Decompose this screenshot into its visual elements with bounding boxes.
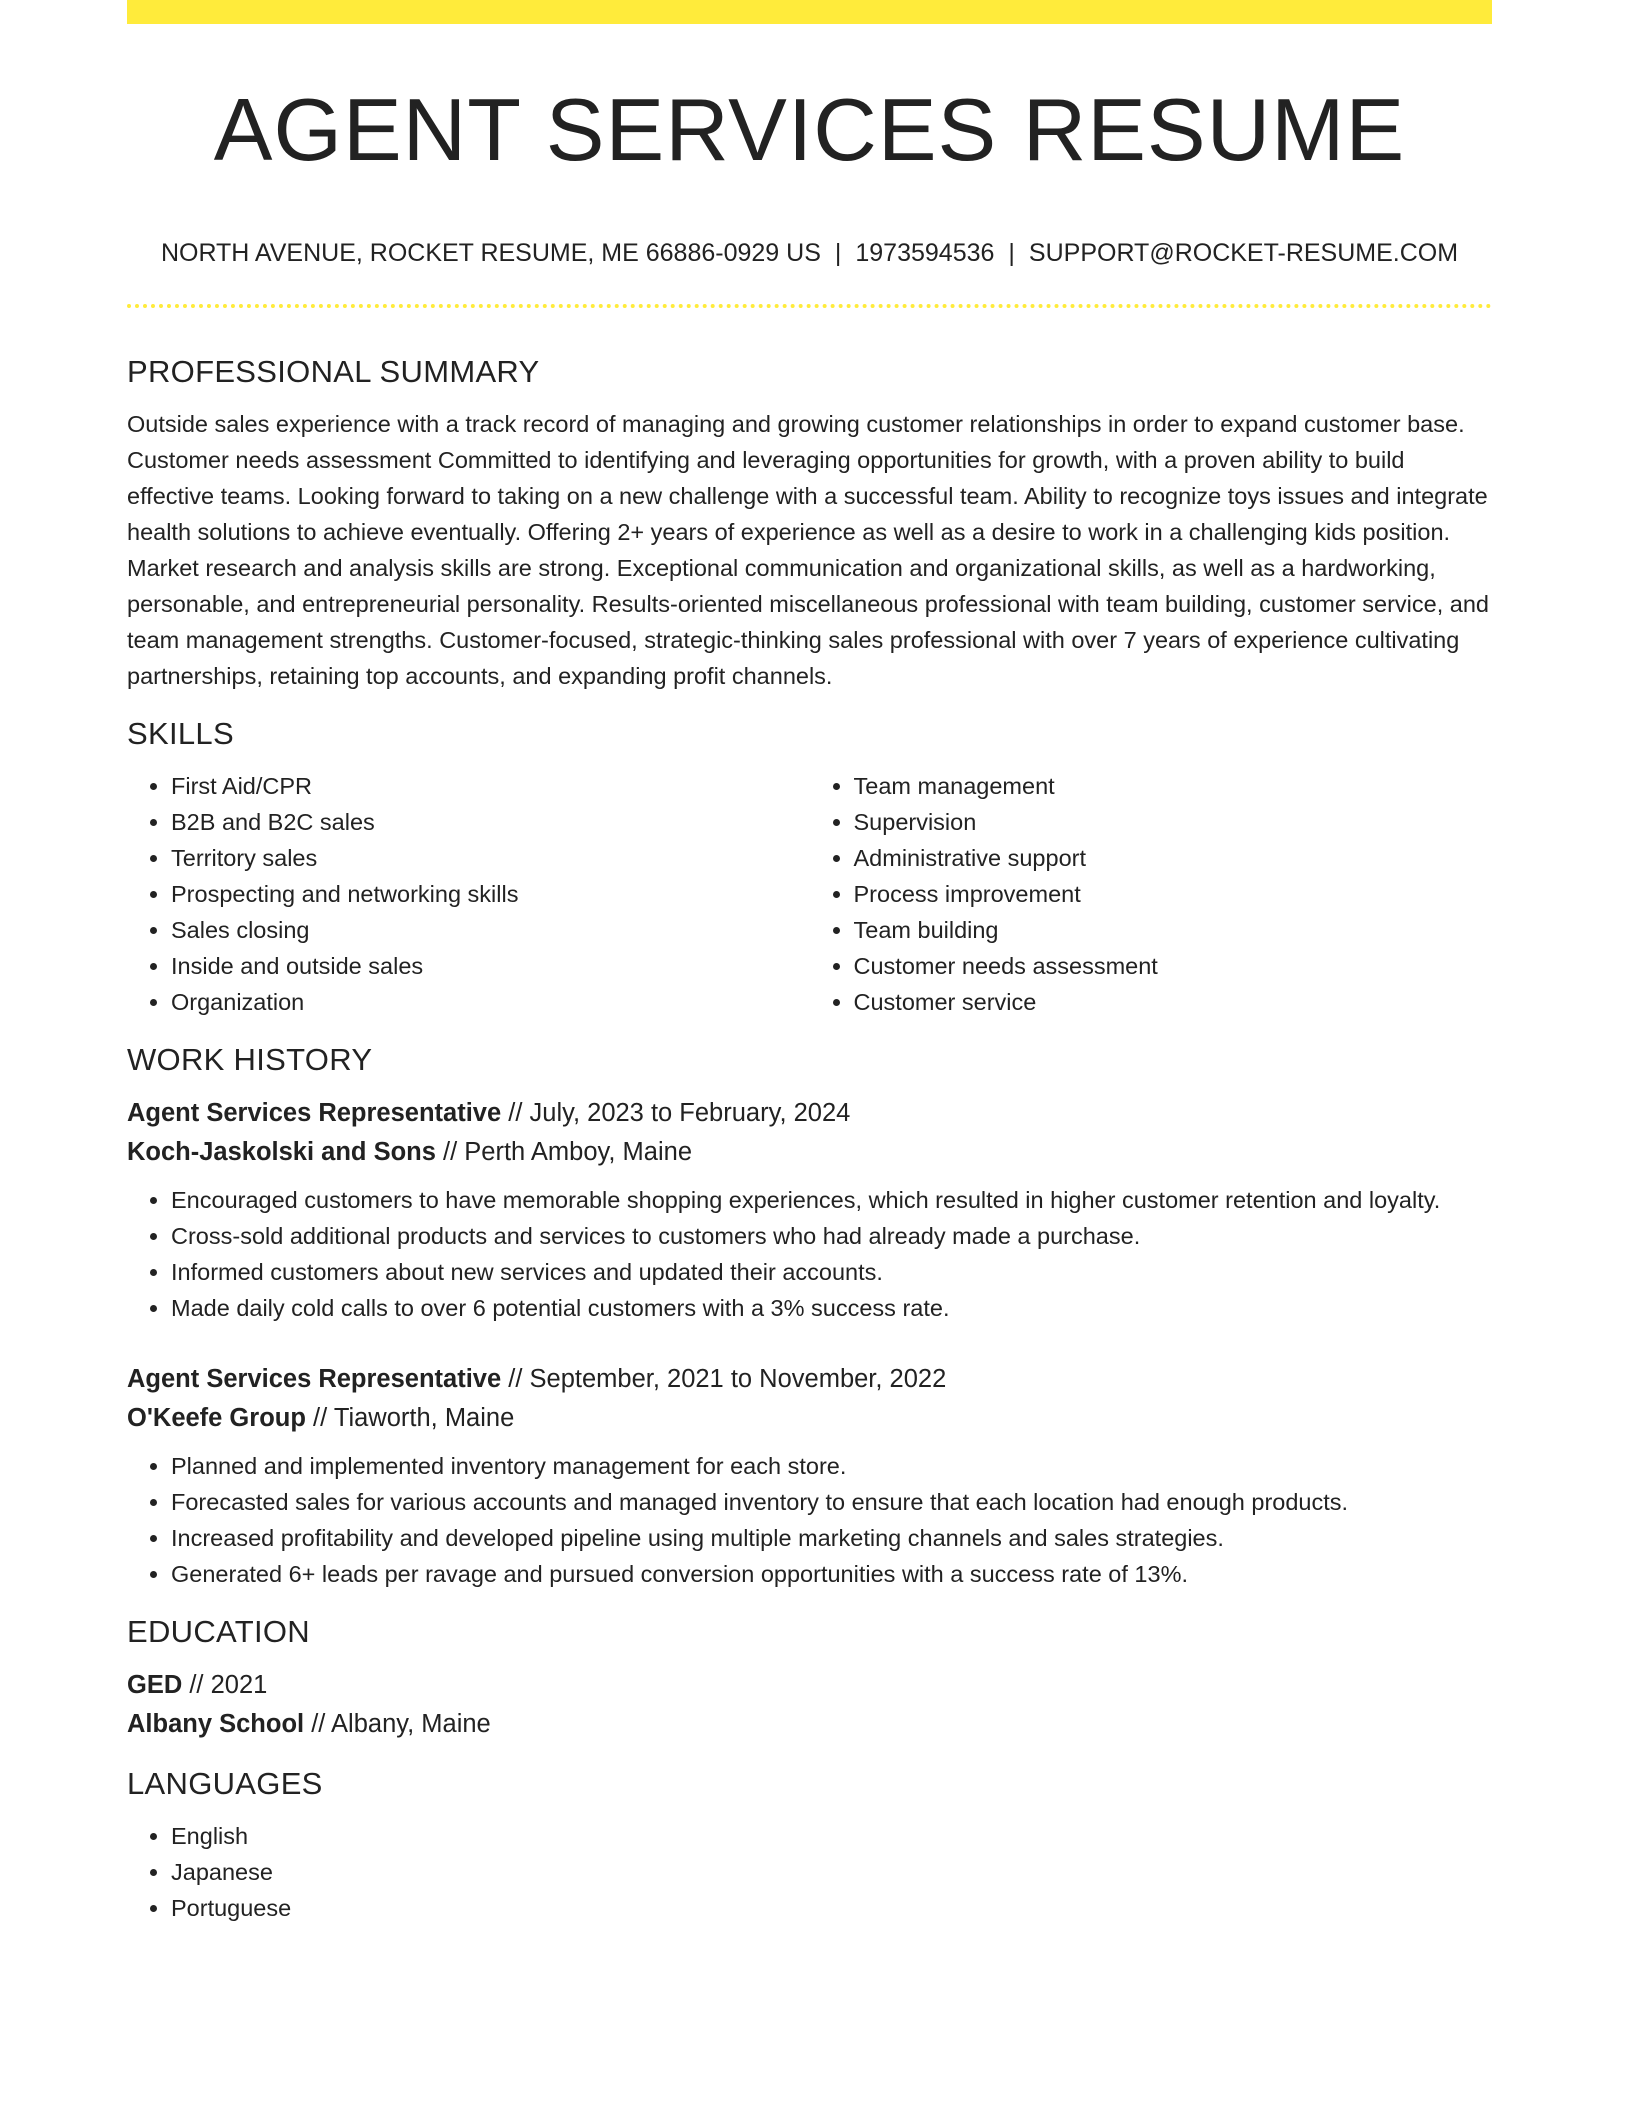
section-heading-summary: PROFESSIONAL SUMMARY bbox=[127, 354, 540, 389]
skill-item: • Territory sales bbox=[171, 840, 810, 876]
language-item: • English bbox=[171, 1818, 1492, 1854]
skill-item: • First Aid/CPR bbox=[171, 768, 810, 804]
dotted-divider bbox=[127, 304, 1492, 308]
contact-email: SUPPORT@ROCKET-RESUME.COM bbox=[1028, 239, 1459, 267]
contact-phone: 1973594536 bbox=[855, 239, 995, 267]
section-heading-languages: LANGUAGES bbox=[127, 1766, 323, 1801]
language-item: • Japanese bbox=[171, 1854, 1492, 1890]
job-bullets bbox=[127, 1448, 1492, 1592]
section-heading-work-history: WORK HISTORY bbox=[127, 1042, 373, 1077]
job-bullet: • Forecasted sales for various accounts and managed inventory to ensure that each location had enough products. bbox=[171, 1484, 1492, 1520]
job-entry bbox=[127, 1360, 1492, 1592]
skills-columns bbox=[127, 768, 1492, 1020]
education-school: Albany School bbox=[127, 1710, 305, 1738]
skill-item: • Process improvement bbox=[854, 876, 1493, 912]
contact-separator: | bbox=[834, 239, 842, 267]
education-year: // 2021 bbox=[182, 1671, 268, 1699]
job-bullet: • Encouraged customers to have memorable shopping experiences, which resulted in higher customer retention and loyalty. bbox=[171, 1182, 1492, 1218]
job-location: // Tiaworth, Maine bbox=[305, 1404, 515, 1432]
job-company: O'Keefe Group bbox=[127, 1404, 306, 1432]
skill-item: • B2B and B2C sales bbox=[171, 804, 810, 840]
resume-body bbox=[127, 350, 1492, 1926]
contact-line bbox=[127, 236, 1492, 270]
skill-item: • Sales closing bbox=[171, 912, 810, 948]
work-history-section bbox=[127, 1038, 1492, 1592]
skills-list-right bbox=[810, 768, 1493, 1020]
skill-item: • Team building bbox=[854, 912, 1493, 948]
job-bullet: • Planned and implemented inventory management for each store. bbox=[171, 1448, 1492, 1484]
skill-item: • Supervision bbox=[854, 804, 1493, 840]
job-bullet: • Informed customers about new services and updated their accounts. bbox=[171, 1254, 1492, 1290]
skills-section bbox=[127, 712, 1492, 1020]
contact-separator: | bbox=[1008, 239, 1015, 267]
education-degree-line bbox=[127, 1666, 1492, 1705]
skill-item: • Inside and outside sales bbox=[171, 948, 810, 984]
job-title: Agent Services Representative bbox=[127, 1365, 502, 1393]
skill-item: • Prospecting and networking skills bbox=[171, 876, 810, 912]
section-heading-education: EDUCATION bbox=[127, 1614, 310, 1649]
language-item: • Portuguese bbox=[171, 1890, 1492, 1926]
education-school-line bbox=[127, 1705, 1492, 1744]
job-bullets bbox=[127, 1182, 1492, 1326]
job-dates: // September, 2021 to November, 2022 bbox=[501, 1365, 947, 1393]
section-heading-skills: SKILLS bbox=[127, 716, 234, 751]
job-bullet: • Generated 6+ leads per ravage and pursued conversion opportunities with a success rate of 13%. bbox=[171, 1556, 1492, 1592]
education-degree: GED bbox=[127, 1671, 183, 1699]
job-bullet: • Cross-sold additional products and services to customers who had already made a purchase. bbox=[171, 1218, 1492, 1254]
job-bullet: • Increased profitability and developed pipeline using multiple marketing channels and sales strategies. bbox=[171, 1520, 1492, 1556]
resume-title: AGENT SERVICES RESUME bbox=[213, 80, 1406, 179]
job-company-line bbox=[127, 1399, 1492, 1438]
contact-address: NORTH AVENUE, ROCKET RESUME, ME 66886-0929 US bbox=[160, 239, 821, 267]
job-title-line bbox=[127, 1360, 1492, 1399]
skill-item: • Organization bbox=[171, 984, 810, 1020]
skill-item: • Administrative support bbox=[854, 840, 1493, 876]
job-company-line bbox=[127, 1133, 1492, 1172]
job-bullet: • Made daily cold calls to over 6 potential customers with a 3% success rate. bbox=[171, 1290, 1492, 1326]
skill-item: • Team management bbox=[854, 768, 1493, 804]
education-entry bbox=[127, 1666, 1492, 1744]
job-location: // Perth Amboy, Maine bbox=[435, 1138, 692, 1166]
accent-top-bar bbox=[127, 0, 1492, 24]
skill-item: • Customer needs assessment bbox=[854, 948, 1493, 984]
skill-item: • Customer service bbox=[854, 984, 1493, 1020]
summary-section bbox=[127, 350, 1492, 694]
languages-list bbox=[127, 1818, 1492, 1926]
languages-section bbox=[127, 1762, 1492, 1926]
job-entry bbox=[127, 1094, 1492, 1326]
job-title: Agent Services Representative bbox=[127, 1099, 502, 1127]
education-section bbox=[127, 1610, 1492, 1744]
summary-text: Outside sales experience with a track record of managing and growing customer relationships in order to expand customer base. Customer needs assessment Committed to identifying and leveraging opportunities for growth, with a proven ability to build effective teams. Looking forward to taking on a new challenge with a successful team. Ability to recognize toys issues and integrate health solutions to achieve eventually. Offering 2+ years of experience as well as a desire to work in a challenging kids position. Market research and analysis skills are strong. Exceptional communication and organizational skills, as well as a hardworking, personable, and entrepreneurial personality. Results-oriented miscellaneous professional with team building, customer service, and team management strengths. Customer-focused, strategic-thinking sales professional with over 7 years of experience cultivating partnerships, retaining top accounts, and expanding profit channels. bbox=[127, 411, 1489, 689]
job-dates: // July, 2023 to February, 2024 bbox=[501, 1099, 851, 1127]
skills-list-left bbox=[127, 768, 810, 1020]
job-company: Koch-Jaskolski and Sons bbox=[127, 1138, 436, 1166]
job-title-line bbox=[127, 1094, 1492, 1133]
education-location: // Albany, Maine bbox=[304, 1710, 491, 1738]
